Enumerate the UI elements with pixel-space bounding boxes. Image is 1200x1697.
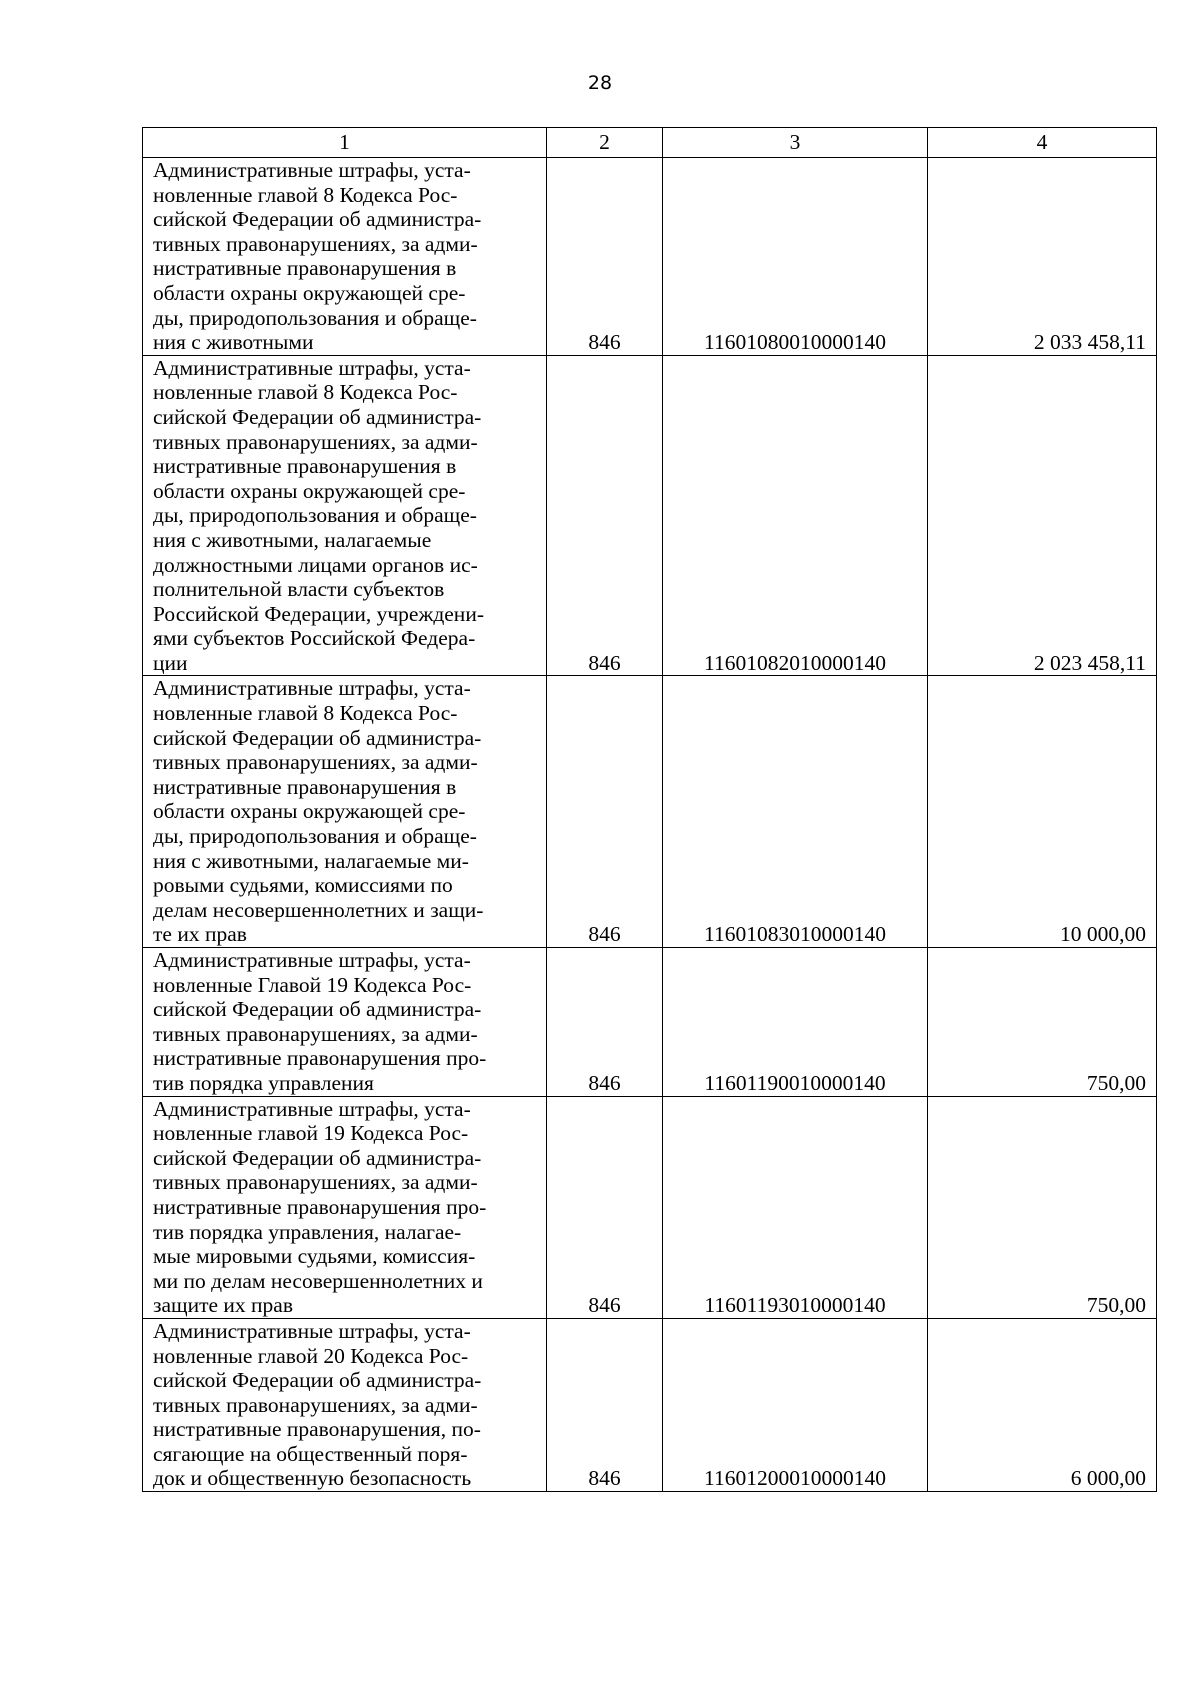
revenue-name-line: тивных правонарушениях, за адми-	[153, 750, 478, 775]
revenue-name-line: тив порядка управления, налагае-	[153, 1219, 462, 1244]
header-cell-3: 3	[663, 128, 928, 158]
revenue-name-line: нистративные правонарушения, по-	[153, 1417, 481, 1442]
admin-code-cell: 846	[547, 158, 663, 356]
revenue-name-cell	[143, 1318, 547, 1491]
revenue-name-line: тивных правонарушениях, за адми-	[153, 231, 478, 256]
table-header	[143, 128, 1157, 158]
revenue-name-line: нистративные правонарушения в	[153, 454, 457, 479]
admin-code-cell: 846	[547, 676, 663, 948]
header-cell-1: 1	[143, 128, 547, 158]
admin-code-cell: 846	[547, 1318, 663, 1491]
revenue-name-cell	[143, 676, 547, 948]
revenue-name-line: нистративные правонарушения про-	[153, 1194, 487, 1219]
header-cell-4: 4	[928, 128, 1157, 158]
revenue-name-line: тивных правонарушениях, за адми-	[153, 1021, 478, 1046]
revenue-name-line: ями субъектов Российской Федера-	[153, 626, 476, 651]
revenue-name-line: мые мировыми судьями, комиссия-	[153, 1244, 476, 1269]
revenue-name-line: Административные штрафы, уста-	[153, 948, 471, 972]
revenue-name-line: сягающие на общественный поря-	[153, 1441, 468, 1466]
revenue-name-cell	[143, 1096, 547, 1318]
revenue-name-line: делам несовершеннолетних и защи-	[153, 897, 484, 922]
kbk-code-cell: 11601193010000140	[663, 1096, 928, 1318]
revenue-name-line: Административные штрафы, уста-	[153, 1096, 471, 1121]
kbk-code-cell: 11601190010000140	[663, 948, 928, 1097]
admin-code-cell: 846	[547, 1096, 663, 1318]
admin-code-cell: 846	[547, 355, 663, 676]
revenue-name-line: Российской Федерации, учреждени-	[153, 601, 484, 626]
kbk-code-cell: 11601200010000140	[663, 1318, 928, 1491]
table-row	[143, 1096, 1157, 1318]
revenue-name-line: ния с животными, налагаемые	[153, 527, 432, 552]
revenue-name-line: новленные главой 8 Кодекса Рос-	[153, 182, 458, 207]
table-row	[143, 158, 1157, 356]
kbk-code-cell: 11601083010000140	[663, 676, 928, 948]
amount-cell: 2 033 458,11	[928, 158, 1157, 356]
table-row	[143, 948, 1157, 1097]
revenue-name-line: тивных правонарушениях, за адми-	[153, 429, 478, 454]
revenue-name-line: ния с животными, налагаемые ми-	[153, 848, 469, 873]
revenue-name-line: новленные главой 8 Кодекса Рос-	[153, 380, 458, 405]
table-row	[143, 1318, 1157, 1491]
amount-cell: 6 000,00	[928, 1318, 1157, 1491]
revenue-name-line: новленные Главой 19 Кодекса Рос-	[153, 972, 472, 997]
revenue-name-line: Административные штрафы, уста-	[153, 676, 471, 701]
header-row	[143, 128, 1157, 158]
revenue-name-cell	[143, 355, 547, 676]
admin-code-cell: 846	[547, 948, 663, 1097]
revenue-name-line: сийской Федерации об администра-	[153, 1368, 482, 1393]
amount-cell: 2 023 458,11	[928, 355, 1157, 676]
revenue-name-line: ми по делам несовершеннолетних и	[153, 1268, 483, 1293]
revenue-name-line: тив порядка управления	[153, 1070, 374, 1095]
revenue-name-cell	[143, 158, 547, 356]
revenue-name-line: нистративные правонарушения в	[153, 774, 457, 799]
revenue-name-line: области охраны окружающей сре-	[153, 799, 466, 824]
amount-cell: 750,00	[928, 1096, 1157, 1318]
revenue-name-line: новленные главой 20 Кодекса Рос-	[153, 1343, 469, 1368]
revenue-name-line: сийской Федерации об администра-	[153, 207, 482, 232]
revenue-name-line: док и общественную безопасность	[153, 1466, 472, 1491]
revenue-name-line: защите их прав	[153, 1293, 293, 1318]
revenue-name-line: новленные главой 19 Кодекса Рос-	[153, 1121, 469, 1146]
revenue-name-line: ровыми судьями, комиссиями по	[153, 873, 453, 898]
revenue-name-line: ды, природопользования и обраще-	[153, 824, 477, 849]
revenue-name-line: области охраны окружающей сре-	[153, 280, 466, 305]
revenue-name-line: области охраны окружающей сре-	[153, 478, 466, 503]
kbk-code-cell: 11601080010000140	[663, 158, 928, 356]
revenue-name-line: тивных правонарушениях, за адми-	[153, 1392, 478, 1417]
revenue-name-line: те их прав	[153, 922, 247, 947]
amount-cell: 750,00	[928, 948, 1157, 1097]
amount-cell: 10 000,00	[928, 676, 1157, 948]
revenue-name-line: сийской Федерации об администра-	[153, 997, 482, 1022]
revenue-name-line: Административные штрафы, уста-	[153, 355, 471, 380]
revenue-name-line: ды, природопользования и обраще-	[153, 305, 477, 330]
revenue-name-line: сийской Федерации об администра-	[153, 725, 482, 750]
revenue-name-line: ции	[153, 650, 188, 675]
page-number: 28	[587, 72, 613, 94]
revenue-name-line: Административные штрафы, уста-	[153, 1318, 471, 1343]
revenue-name-line: новленные главой 8 Кодекса Рос-	[153, 701, 458, 726]
kbk-code-cell: 11601082010000140	[663, 355, 928, 676]
revenue-name-cell	[143, 948, 547, 1097]
revenue-name-line: сийской Федерации об администра-	[153, 404, 482, 429]
revenue-name-line: должностными лицами органов ис-	[153, 552, 478, 577]
revenue-name-line: нистративные правонарушения про-	[153, 1046, 487, 1071]
revenue-name-line: ния с животными	[153, 330, 314, 355]
table-body	[143, 158, 1157, 1492]
header-cell-2: 2	[547, 128, 663, 158]
revenue-table	[142, 127, 1157, 1492]
table-row	[143, 355, 1157, 676]
revenue-name-line: нистративные правонарушения в	[153, 256, 457, 281]
revenue-name-line: ды, природопользования и обраще-	[153, 503, 477, 528]
revenue-name-line: полнительной власти субъектов	[153, 577, 445, 602]
revenue-name-line: тивных правонарушениях, за адми-	[153, 1170, 478, 1195]
revenue-name-line: Административные штрафы, уста-	[153, 158, 471, 182]
table-row	[143, 676, 1157, 948]
revenue-name-line: сийской Федерации об администра-	[153, 1145, 482, 1170]
